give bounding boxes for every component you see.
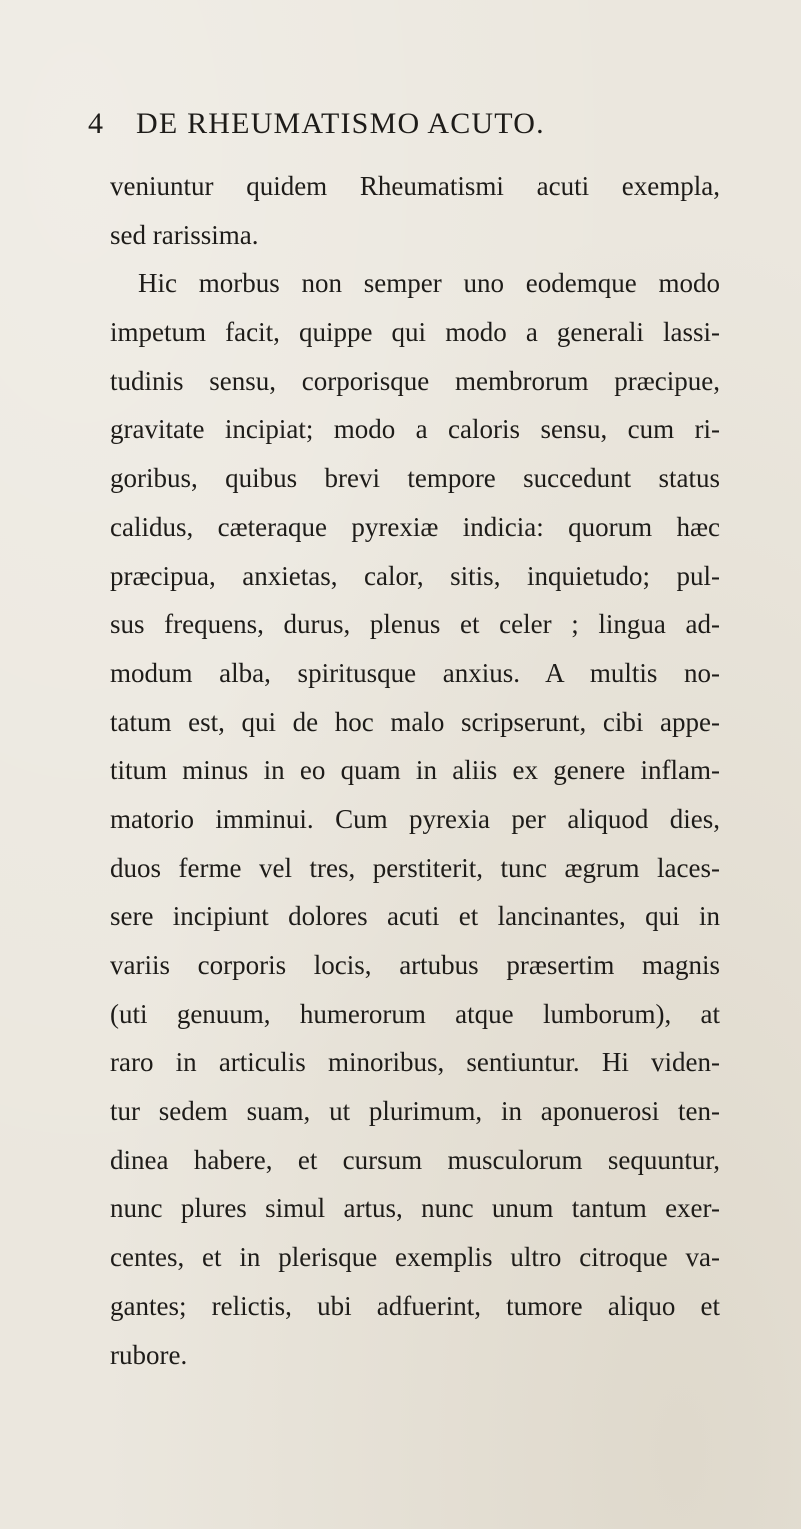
- text-line: sus frequens, durus, plenus et celer ; lingua ad-: [110, 609, 720, 640]
- page-number: 4: [88, 107, 103, 140]
- text-line: centes, et in plerisque exemplis ultro citroque va-: [110, 1242, 720, 1273]
- text-line: tudinis sensu, corporisque membrorum præcipue,: [110, 365, 720, 396]
- text-line: sed rarissima.: [110, 219, 259, 250]
- text-line: dinea habere, et cursum musculorum sequuntur,: [110, 1144, 720, 1175]
- text-line: gantes; relictis, ubi adfuerint, tumore aliquo et: [110, 1290, 720, 1321]
- running-head: [88, 104, 688, 144]
- text-line: rubore.: [110, 1339, 188, 1370]
- text-line: sere incipiunt dolores acuti et lancinantes, qui in: [110, 901, 720, 932]
- text-line: præcipua, anxietas, calor, sitis, inquietudo; pul-: [110, 560, 720, 591]
- text-line: matorio imminui. Cum pyrexia per aliquod dies,: [110, 803, 720, 834]
- text-line: nunc plures simul artus, nunc unum tantum exer-: [110, 1193, 720, 1224]
- text-line: (uti genuum, humerorum atque lumborum), at: [110, 998, 720, 1029]
- text-line: veniuntur quidem Rheumatismi acuti exempla,: [110, 171, 720, 201]
- text-line: duos ferme vel tres, perstiterit, tunc ægrum laces-: [110, 852, 720, 883]
- body-text: [110, 162, 720, 1379]
- text-line: variis corporis locis, artubus præsertim magnis: [110, 950, 720, 980]
- text-line: modum alba, spiritusque anxius. A multis no-: [110, 657, 720, 688]
- text-line: titum minus in eo quam in aliis ex genere inflam-: [110, 755, 720, 786]
- text-line: gravitate incipiat; modo a caloris sensu, cum ri-: [110, 414, 720, 445]
- text-line: calidus, cæteraque pyrexiæ indicia: quorum hæc: [110, 511, 720, 542]
- text-line: tur sedem suam, ut plurimum, in aponuerosi ten-: [110, 1096, 720, 1127]
- text-line: tatum est, qui de hoc malo scripserunt, cibi appe-: [110, 706, 720, 737]
- text-line: Hic morbus non semper uno eodemque modo: [138, 268, 720, 299]
- text-line: goribus, quibus brevi tempore succedunt status: [110, 463, 720, 494]
- running-title: DE RHEUMATISMO ACUTO.: [136, 107, 545, 140]
- text-line: raro in articulis minoribus, sentiuntur. Hi viden-: [110, 1047, 720, 1078]
- text-line: impetum facit, quippe qui modo a generali lassi-: [110, 317, 720, 348]
